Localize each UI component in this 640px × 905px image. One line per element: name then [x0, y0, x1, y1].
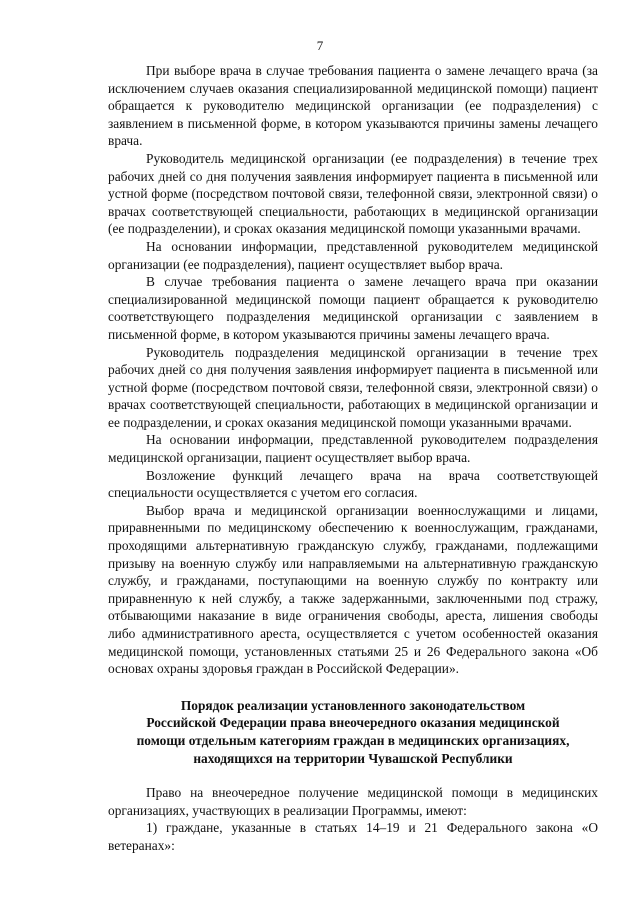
page-body: [108, 62, 598, 855]
heading-line: Российской Федерации права внеочередного оказания медицинской: [146, 715, 560, 731]
paragraph: Выбор врача и медицинской организации военнослужащими и лицами, приравненными по медицинскому обеспечению к военнослужащим, гражданами, проходящими альтернативную гражданскую службу, гражданами, подлежащими призыву на военную службу или направляемыми на альтернативную гражданскую службу, и гражданами, поступающими на военную службу по контракту или приравненную к ней службу, а также задержанными, заключенными под стражу, отбывающими наказание в виде ограничения свободы, ареста, лишения свободы либо административного ареста, осуществляется с учетом особенностей оказания медицинской помощи, установленных статьями 25 и 26 Федерального закона «Об основах охраны здоровья граждан в Российской Федерации».: [108, 502, 598, 677]
paragraph: При выборе врача в случае требования пациента о замене лечащего врача (за исключением случаев оказания специализированной медицинской помощи) пациент обращается к руководителю медицинской организации (ее подразделения) с заявлением в письменной форме, в котором указываются причины замены лечащего врача.: [108, 63, 598, 149]
paragraph: На основании информации, представленной руководителем медицинской организации (ее подразделения), пациент осуществляет выбор врача.: [108, 238, 598, 272]
paragraph: 1) граждане, указанные в статьях 14–19 и 21 Федерального закона «О ветеранах»:: [108, 820, 598, 853]
paragraph: Право на внеочередное получение медицинской помощи в медицинских организациях, участвующих в реализации Программы, имеют:: [108, 785, 598, 818]
paragraph: На основании информации, представленной руководителем подразделения медицинской организации, пациент осуществляет выбор врача.: [108, 432, 598, 466]
paragraph: Возложение функций лечащего врача на врача соответствующей специальности осуществляется с учетом его согласия.: [108, 467, 598, 501]
paragraph: В случае требования пациента о замене лечащего врача при оказании специализированной медицинской помощи пациент обращается к руководителю соответствующего подразделения медицинской организации с заявлением в письменной форме, в котором указываются причины замены лечащего врача.: [108, 274, 598, 342]
section-heading: [108, 697, 598, 767]
heading-line: находящихся на территории Чувашской Республики: [193, 750, 513, 766]
heading-line: помощи отдельным категориям граждан в медицинских организациях,: [136, 732, 570, 748]
paragraph: Руководитель подразделения медицинской организации в течение трех рабочих дней со дня получения заявления информирует пациента в письменной или устной форме (посредством почтовой связи, телефонной связи, электронной связи) о врачах соответствующей специальности, работающих в медицинской организации и ее подразделении, и сроках оказания медицинской помощи указанными врачами.: [108, 344, 598, 430]
page-number: 7: [316, 38, 324, 53]
paragraph: Руководитель медицинской организации (ее подразделения) в течение трех рабочих дней со дня получения заявления информирует пациента в письменной или устной форме (посредством почтовой связи, телефонной связи, электронной связи) о врачах соответствующей специальности, работающих в медицинской организации (ее подразделении), и сроках оказания медицинской помощи указанными врачами.: [108, 150, 598, 237]
heading-line: Порядок реализации установленного законодательством: [180, 697, 526, 713]
